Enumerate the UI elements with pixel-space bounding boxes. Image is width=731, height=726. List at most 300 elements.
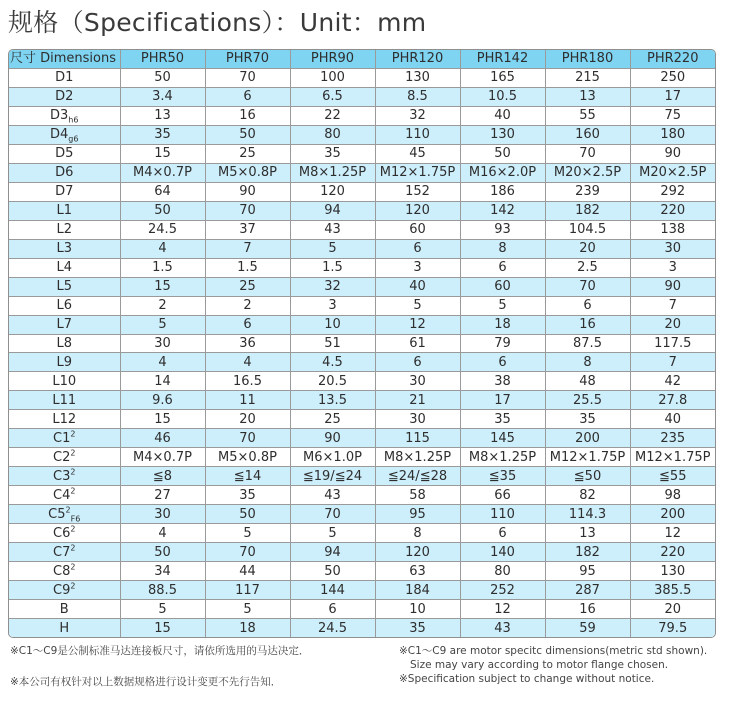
row-label-text: C7: [53, 544, 71, 560]
spec-table-container: [8, 49, 716, 638]
table-cell: 70: [545, 277, 630, 296]
table-cell: 182: [545, 201, 630, 220]
table-cell: ≦14: [205, 467, 290, 486]
table-cell: 66: [460, 486, 545, 505]
table-cell: 35: [460, 410, 545, 429]
table-cell: M4×0.7P: [120, 448, 205, 467]
table-cell: 16: [545, 600, 630, 619]
table-cell: 130: [460, 125, 545, 144]
row-label-text: D4: [50, 127, 69, 143]
table-cell: 6: [460, 353, 545, 372]
row-label-text: C3: [53, 468, 71, 484]
table-cell: 82: [545, 486, 630, 505]
table-cell: 15: [120, 277, 205, 296]
table-cell: 182: [545, 543, 630, 562]
table-cell: 50: [290, 562, 375, 581]
table-cell: 13: [545, 87, 630, 106]
table-cell: 100: [290, 68, 375, 87]
table-cell: 50: [205, 505, 290, 524]
table-cell: ≦24/≦28: [375, 467, 460, 486]
table-cell: 50: [460, 144, 545, 163]
table-cell: 13.5: [290, 391, 375, 410]
table-row: [9, 543, 715, 562]
row-label: [9, 505, 120, 524]
row-label: [9, 486, 120, 505]
table-cell: 8.5: [375, 87, 460, 106]
row-label: [9, 429, 120, 448]
table-cell: 110: [375, 125, 460, 144]
table-cell: 6: [545, 296, 630, 315]
row-label-text: L6: [56, 298, 72, 314]
table-cell: 215: [545, 68, 630, 87]
table-cell: 24.5: [290, 619, 375, 637]
table-cell: 10.5: [460, 87, 545, 106]
table-row: [9, 144, 715, 163]
table-row: [9, 372, 715, 391]
row-label: [9, 201, 120, 220]
table-cell: 93: [460, 220, 545, 239]
table-row: [9, 353, 715, 372]
table-cell: 46: [120, 429, 205, 448]
table-row: [9, 467, 715, 486]
table-cell: 5: [375, 296, 460, 315]
row-label-text: B: [59, 601, 69, 617]
table-cell: 2: [205, 296, 290, 315]
table-cell: 2.5: [545, 258, 630, 277]
table-cell: 145: [460, 429, 545, 448]
table-cell: 30: [630, 239, 715, 258]
row-label-sub: F6: [70, 514, 81, 524]
table-cell: 25: [205, 144, 290, 163]
spec-table: [9, 50, 715, 637]
table-cell: 7: [630, 353, 715, 372]
row-label-text: D3: [50, 108, 69, 124]
row-label-text: L1: [56, 203, 72, 219]
table-cell: 40: [375, 277, 460, 296]
table-cell: 6: [290, 600, 375, 619]
table-cell: 5: [205, 600, 290, 619]
row-label-sup: 2: [70, 543, 76, 553]
table-cell: 200: [630, 505, 715, 524]
row-label: [9, 68, 120, 87]
table-row: [9, 125, 715, 144]
row-label-text: L12: [52, 411, 77, 427]
table-row: [9, 581, 715, 600]
row-label: [9, 106, 120, 125]
table-cell: 287: [545, 581, 630, 600]
table-cell: 58: [375, 486, 460, 505]
table-cell: M12×1.75P: [630, 448, 715, 467]
header-model: PHR180: [545, 50, 630, 68]
table-cell: 220: [630, 201, 715, 220]
table-cell: 95: [375, 505, 460, 524]
table-cell: 6: [375, 239, 460, 258]
row-label-sup: 2: [65, 505, 71, 515]
table-cell: 79.5: [630, 619, 715, 637]
table-header-row: [9, 50, 715, 68]
row-label-text: L5: [56, 279, 72, 295]
row-label-text: D5: [55, 146, 74, 162]
row-label: [9, 220, 120, 239]
table-cell: 63: [375, 562, 460, 581]
table-cell: 17: [630, 87, 715, 106]
table-cell: 75: [630, 106, 715, 125]
table-cell: 6.5: [290, 87, 375, 106]
table-cell: ≦50: [545, 467, 630, 486]
table-cell: 5: [120, 315, 205, 334]
row-label: [9, 372, 120, 391]
table-cell: 80: [460, 562, 545, 581]
table-cell: M12×1.75P: [375, 163, 460, 182]
row-label: [9, 334, 120, 353]
table-row: [9, 296, 715, 315]
table-cell: 2: [120, 296, 205, 315]
table-cell: 250: [630, 68, 715, 87]
table-cell: 35: [290, 144, 375, 163]
table-cell: 6: [205, 87, 290, 106]
table-cell: 186: [460, 182, 545, 201]
table-cell: 70: [205, 201, 290, 220]
table-row: [9, 239, 715, 258]
table-cell: 4: [120, 239, 205, 258]
table-cell: 142: [460, 201, 545, 220]
row-label: [9, 600, 120, 619]
table-cell: 3: [290, 296, 375, 315]
table-cell: 64: [120, 182, 205, 201]
table-cell: 59: [545, 619, 630, 637]
table-cell: 16: [205, 106, 290, 125]
table-row: [9, 163, 715, 182]
row-label-text: L7: [56, 317, 72, 333]
row-label-text: L8: [56, 335, 72, 351]
table-cell: 17: [460, 391, 545, 410]
table-cell: 144: [290, 581, 375, 600]
table-cell: 61: [375, 334, 460, 353]
row-label-text: L11: [52, 392, 77, 408]
row-label: [9, 619, 120, 637]
table-cell: 87.5: [545, 334, 630, 353]
row-label-text: L3: [56, 241, 72, 257]
table-row: [9, 182, 715, 201]
table-cell: 152: [375, 182, 460, 201]
table-cell: 292: [630, 182, 715, 201]
table-cell: 90: [630, 144, 715, 163]
table-cell: 48: [545, 372, 630, 391]
table-cell: 80: [290, 125, 375, 144]
table-cell: 16.5: [205, 372, 290, 391]
header-model: PHR120: [375, 50, 460, 68]
table-cell: 14: [120, 372, 205, 391]
table-cell: 35: [545, 410, 630, 429]
table-cell: 25.5: [545, 391, 630, 410]
row-label-sub: h6: [68, 115, 79, 125]
table-row: [9, 201, 715, 220]
table-cell: 20.5: [290, 372, 375, 391]
table-cell: 3: [630, 258, 715, 277]
table-cell: 50: [120, 68, 205, 87]
table-cell: 10: [290, 315, 375, 334]
row-label: [9, 353, 120, 372]
table-cell: 90: [290, 429, 375, 448]
table-row: [9, 391, 715, 410]
table-row: [9, 334, 715, 353]
table-cell: 6: [460, 258, 545, 277]
table-cell: 13: [120, 106, 205, 125]
table-cell: M8×1.25P: [460, 448, 545, 467]
row-label: [9, 562, 120, 581]
table-cell: 20: [630, 600, 715, 619]
table-cell: M20×2.5P: [630, 163, 715, 182]
table-cell: ≦19/≦24: [290, 467, 375, 486]
table-cell: 43: [290, 220, 375, 239]
row-label: [9, 448, 120, 467]
table-cell: 120: [290, 182, 375, 201]
table-cell: 115: [375, 429, 460, 448]
row-label: [9, 467, 120, 486]
table-cell: 36: [205, 334, 290, 353]
row-label-sup: 2: [70, 581, 76, 591]
table-cell: 27.8: [630, 391, 715, 410]
table-cell: 114.3: [545, 505, 630, 524]
table-cell: M5×0.8P: [205, 448, 290, 467]
note-en-3: ※Specification subject to change without notice.: [399, 673, 655, 685]
header-model: PHR90: [290, 50, 375, 68]
row-label: [9, 163, 120, 182]
row-label-text: C5: [48, 506, 66, 522]
table-cell: 50: [205, 125, 290, 144]
table-cell: 5: [120, 600, 205, 619]
table-row: [9, 562, 715, 581]
table-cell: 385.5: [630, 581, 715, 600]
table-cell: 120: [375, 543, 460, 562]
row-label: [9, 277, 120, 296]
table-cell: 25: [205, 277, 290, 296]
table-cell: 20: [630, 315, 715, 334]
table-cell: 160: [545, 125, 630, 144]
note-cn-1: ※C1～C9是公制标准马达连接板尺寸，请依所选用的马达决定．: [10, 645, 310, 657]
table-cell: 30: [120, 334, 205, 353]
table-cell: 4: [120, 524, 205, 543]
row-label-text: L9: [56, 354, 72, 370]
table-cell: 13: [545, 524, 630, 543]
table-cell: M5×0.8P: [205, 163, 290, 182]
table-cell: 35: [375, 619, 460, 637]
table-cell: 90: [630, 277, 715, 296]
row-label-text: L2: [56, 222, 72, 238]
table-cell: 30: [375, 372, 460, 391]
row-label: [9, 258, 120, 277]
table-cell: 70: [545, 144, 630, 163]
table-cell: 4: [205, 353, 290, 372]
row-label: [9, 125, 120, 144]
row-label-text: C2: [53, 449, 71, 465]
row-label-text: D2: [55, 89, 74, 105]
table-cell: 6: [375, 353, 460, 372]
row-label: [9, 581, 120, 600]
table-cell: 37: [205, 220, 290, 239]
table-cell: 79: [460, 334, 545, 353]
table-cell: 140: [460, 543, 545, 562]
table-cell: 35: [120, 125, 205, 144]
table-cell: 239: [545, 182, 630, 201]
table-row: [9, 277, 715, 296]
table-cell: 1.5: [120, 258, 205, 277]
table-row: [9, 524, 715, 543]
table-cell: 4.5: [290, 353, 375, 372]
table-cell: 4: [120, 353, 205, 372]
table-cell: 180: [630, 125, 715, 144]
table-cell: 15: [120, 410, 205, 429]
row-label: [9, 315, 120, 334]
row-label-text: L4: [56, 260, 72, 276]
table-cell: 18: [460, 315, 545, 334]
table-cell: 40: [460, 106, 545, 125]
table-cell: 70: [205, 543, 290, 562]
table-cell: M20×2.5P: [545, 163, 630, 182]
table-cell: 8: [375, 524, 460, 543]
row-label: [9, 410, 120, 429]
row-label-sup: 2: [70, 448, 76, 458]
row-label-text: H: [59, 620, 70, 636]
table-cell: 50: [120, 201, 205, 220]
table-cell: M4×0.7P: [120, 163, 205, 182]
table-row: [9, 619, 715, 637]
row-label-sup: 2: [70, 562, 76, 572]
row-label-text: C9: [53, 582, 71, 598]
table-cell: 88.5: [120, 581, 205, 600]
note-en-1: ※C1～C9 are motor specitc dimensions(metric std shown).: [399, 645, 708, 657]
table-cell: 51: [290, 334, 375, 353]
header-model: PHR142: [460, 50, 545, 68]
table-cell: 8: [460, 239, 545, 258]
table-cell: 43: [460, 619, 545, 637]
row-label-sub: g6: [68, 134, 79, 144]
table-cell: 3.4: [120, 87, 205, 106]
row-label-sup: 2: [70, 524, 76, 534]
table-cell: 138: [630, 220, 715, 239]
table-cell: 11: [205, 391, 290, 410]
table-cell: 117: [205, 581, 290, 600]
table-cell: 15: [120, 619, 205, 637]
table-cell: 44: [205, 562, 290, 581]
table-cell: 5: [460, 296, 545, 315]
table-row: [9, 600, 715, 619]
table-cell: 1.5: [205, 258, 290, 277]
table-cell: 252: [460, 581, 545, 600]
header-dimensions: 尺寸 Dimensions: [9, 50, 120, 68]
row-label: [9, 543, 120, 562]
row-label-text: L10: [52, 373, 77, 389]
table-row: [9, 68, 715, 87]
table-cell: 117.5: [630, 334, 715, 353]
table-cell: 200: [545, 429, 630, 448]
header-model: PHR220: [630, 50, 715, 68]
table-cell: 70: [290, 505, 375, 524]
row-label: [9, 182, 120, 201]
table-cell: 30: [375, 410, 460, 429]
row-label: [9, 144, 120, 163]
row-label-text: C4: [53, 487, 71, 503]
table-cell: 94: [290, 201, 375, 220]
table-cell: 5: [290, 524, 375, 543]
table-row: [9, 486, 715, 505]
table-cell: 10: [375, 600, 460, 619]
table-cell: 120: [375, 201, 460, 220]
table-cell: 34: [120, 562, 205, 581]
table-cell: 30: [120, 505, 205, 524]
table-cell: M6×1.0P: [290, 448, 375, 467]
table-cell: 50: [120, 543, 205, 562]
table-cell: 18: [205, 619, 290, 637]
row-label: [9, 296, 120, 315]
table-cell: 90: [205, 182, 290, 201]
table-cell: 20: [205, 410, 290, 429]
table-cell: 12: [460, 600, 545, 619]
table-cell: 98: [630, 486, 715, 505]
table-cell: 165: [460, 68, 545, 87]
row-label-text: C6: [53, 525, 71, 541]
row-label-sup: 2: [70, 467, 76, 477]
table-cell: 3: [375, 258, 460, 277]
table-cell: 5: [290, 239, 375, 258]
note-cn-2: ※本公司有权针对以上数据规格进行设计变更不先行告知．: [10, 676, 282, 688]
table-cell: 5: [205, 524, 290, 543]
row-label: [9, 239, 120, 258]
table-cell: 22: [290, 106, 375, 125]
row-label-text: C8: [53, 563, 71, 579]
row-label-text: D7: [55, 184, 74, 200]
table-cell: 130: [375, 68, 460, 87]
table-cell: 55: [545, 106, 630, 125]
table-cell: 45: [375, 144, 460, 163]
table-row: [9, 220, 715, 239]
table-cell: 42: [630, 372, 715, 391]
table-cell: 24.5: [120, 220, 205, 239]
row-label: [9, 524, 120, 543]
table-row: [9, 410, 715, 429]
table-cell: 27: [120, 486, 205, 505]
table-cell: 70: [205, 429, 290, 448]
table-cell: M12×1.75P: [545, 448, 630, 467]
table-cell: 60: [375, 220, 460, 239]
table-row: [9, 106, 715, 125]
table-cell: ≦55: [630, 467, 715, 486]
table-cell: 7: [630, 296, 715, 315]
table-cell: ≦35: [460, 467, 545, 486]
row-label: [9, 391, 120, 410]
row-label-text: D6: [55, 165, 74, 181]
table-cell: 12: [630, 524, 715, 543]
row-label: [9, 87, 120, 106]
table-row: [9, 315, 715, 334]
table-cell: M16×2.0P: [460, 163, 545, 182]
table-cell: 220: [630, 543, 715, 562]
table-cell: 8: [545, 353, 630, 372]
table-cell: 32: [375, 106, 460, 125]
table-row: [9, 429, 715, 448]
table-cell: 9.6: [120, 391, 205, 410]
table-cell: 94: [290, 543, 375, 562]
table-cell: 12: [375, 315, 460, 334]
table-cell: 60: [460, 277, 545, 296]
table-cell: 6: [460, 524, 545, 543]
table-cell: 32: [290, 277, 375, 296]
page-title: 规格（Specifications）：Unit：mm: [8, 8, 427, 37]
table-row: [9, 505, 715, 524]
table-cell: 25: [290, 410, 375, 429]
table-cell: 110: [460, 505, 545, 524]
table-cell: 130: [630, 562, 715, 581]
